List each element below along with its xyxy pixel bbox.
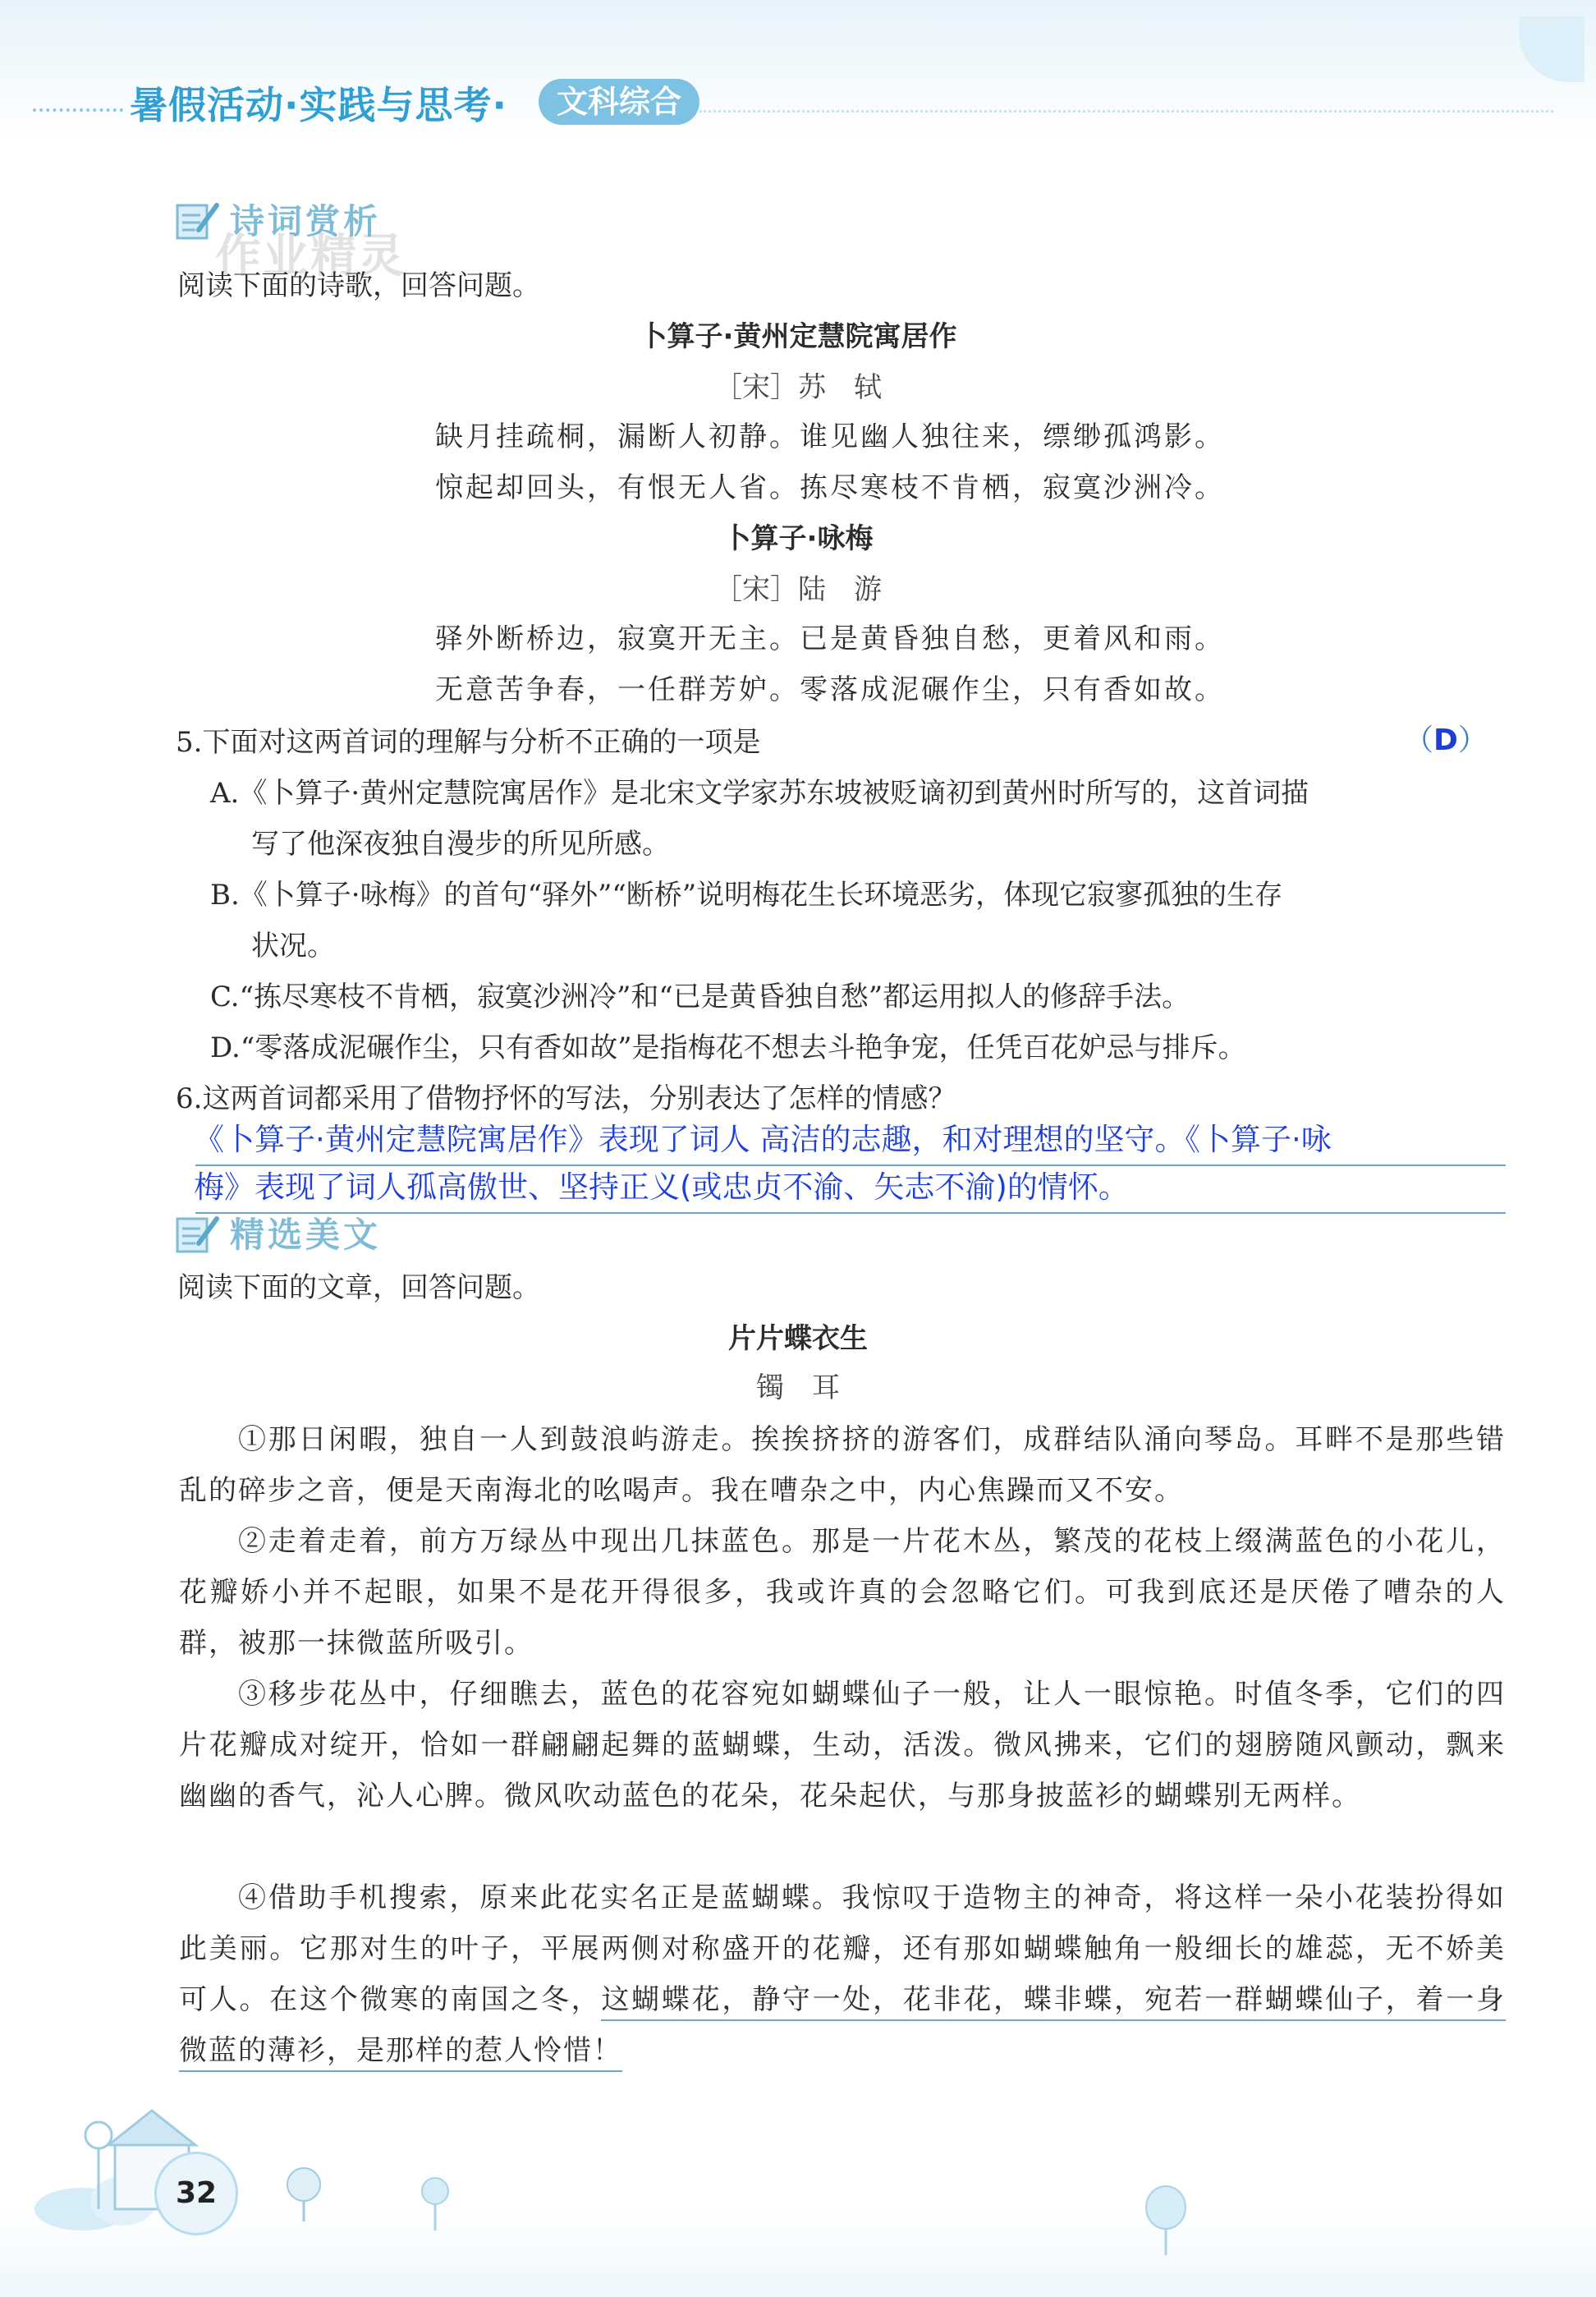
poem2-line-1: 驿外断桥边，寂寞开无主。已是黄昏独自愁，更着风和雨。 [435, 622, 1225, 655]
subject-badge: 文科综合 [539, 79, 699, 125]
q5-answer: D [1433, 724, 1458, 757]
q5-option-b: B.《卜算子·咏梅》的首句“驿外”“断桥”说明梅花生长环境恶劣，体现它寂寥孤独的生存 [210, 879, 1283, 912]
header-dotted-line-left [33, 108, 123, 112]
q5-answer-open: （ [1404, 724, 1434, 757]
section-title: 精选美文 [230, 1215, 382, 1255]
q5-option-b-cont: 状况。 [251, 930, 335, 962]
essay-underlined-sentence: 这蝴蝶花，静守一处，花非花，蝶非蝶，宛若一群蝴蝶仙子，着一身微蓝的薄衫，是那样的惹人怜惜！ [179, 1983, 1506, 2072]
q5-option-a-cont: 写了他深夜独自漫步的所见所感。 [251, 828, 670, 861]
poem2-author: ［宋］陆 游 [714, 573, 882, 606]
q6-answer-line-1: 《卜算子·黄州定慧院寓居作》表现了词人 高洁的志趣，和对理想的坚守。《卜算子·咏 [194, 1122, 1332, 1157]
q5-answer-box [1404, 723, 1488, 759]
poem2-line-2: 无意苦争春，一任群芳妒。零落成泥碾作尘，只有香如故。 [435, 673, 1225, 706]
q6-answer-line-2: 梅》表现了词人孤高傲世、坚持正义(或忠贞不渝、矢志不渝)的情怀。 [194, 1169, 1129, 1205]
q5-option-c: C.“拣尽寒枝不肯栖，寂寞沙洲冷”和“已是黄昏独自愁”都运用拟人的修辞手法。 [210, 981, 1190, 1013]
essay-intro: 阅读下面的文章，回答问题。 [177, 1271, 540, 1304]
header-dotted-line-right [699, 110, 1553, 113]
essay-paragraph-4 [179, 1872, 1506, 2076]
essay-paragraph-4-text: ④借助手机搜索，原来此花实名正是蓝蝴蝶。我惊叹于造物主的神奇，将这样一朵小花装扮得如此美丽。它那对生的叶子，平展两侧对称盛开的花瓣，还有那如蝴蝶触角一般细长的雄蕊，无不娇美可人。在这个微寒的南国之冬， [179, 1881, 1506, 2016]
essay-author: 镯 耳 [756, 1371, 840, 1404]
section-title: 诗词赏析 [230, 201, 382, 241]
q5-answer-close: ） [1457, 724, 1488, 757]
page-number: 32 [154, 2152, 238, 2235]
q5-option-d: D.“零落成泥碾作尘，只有香如故”是指梅花不想去斗艳争宠，任凭百花妒忌与排斥。 [210, 1031, 1246, 1064]
poetry-intro: 阅读下面的诗歌，回答问题。 [177, 269, 540, 302]
essay-title: 片片蝶衣生 [728, 1322, 868, 1355]
poem2-title: 卜算子·咏梅 [722, 522, 874, 555]
essay-paragraph-1: ①那日闲暇，独自一人到鼓浪屿游走。挨挨挤挤的游客们，成群结队涌向琴岛。耳畔不是那些错乱的碎步之音，便是天南海北的吆喝声。我在嘈杂之中，内心焦躁而又不安。 [179, 1423, 1506, 1507]
small-tree-icon [1141, 2184, 1190, 2258]
notepad-pencil-icon [176, 1214, 220, 1255]
poem1-author: ［宋］苏 轼 [714, 371, 882, 404]
small-tree-icon [419, 2176, 452, 2234]
q6-stem: 6.这两首词都采用了借物抒怀的写法，分别表达了怎样的情感？ [176, 1082, 956, 1115]
poem1-line-2: 惊起却回头，有恨无人省。拣尽寒枝不肯栖，寂寞沙洲冷。 [435, 471, 1225, 504]
book-title: 暑假活动·实践与思考· [130, 83, 507, 127]
essay-paragraph-3: ③移步花丛中，仔细瞧去，蓝色的花容宛如蝴蝶仙子一般，让人一眼惊艳。时值冬季，它们的四片花瓣成对绽开，恰如一群翩翩起舞的蓝蝴蝶，生动，活泼。微风拂来，它们的翅膀随风颤动，飘来幽幽的香气，沁人心脾。微风吹动蓝色的花朵，花朵起伏，与那身披蓝衫的蝴蝶别无两样。 [179, 1678, 1506, 1812]
answer-rule-2 [195, 1212, 1506, 1214]
q5-stem: 5.下面对这两首词的理解与分析不正确的一项是 [176, 726, 761, 759]
poem1-title: 卜算子·黄州定慧院寓居作 [639, 320, 957, 353]
essay-paragraph-2: ②走着走着，前方万绿丛中现出几抹蓝色。那是一片花木丛，繁茂的花枝上缀满蓝色的小花儿，花瓣娇小并不起眼，如果不是花开得很多，我或许真的会忽略它们。可我到底还是厌倦了嘈杂的人群，被那一抹微蓝所吸引。 [179, 1525, 1506, 1660]
notepad-pencil-icon [176, 200, 220, 241]
poem1-line-1: 缺月挂疏桐，漏断人初静。谁见幽人独往来，缥缈孤鸿影。 [435, 420, 1225, 453]
q5-option-a: A.《卜算子·黄州定慧院寓居作》是北宋文学家苏东坡被贬谪初到黄州时所写的，这首词描 [210, 777, 1309, 810]
watermark: 作业精灵 [215, 230, 406, 283]
